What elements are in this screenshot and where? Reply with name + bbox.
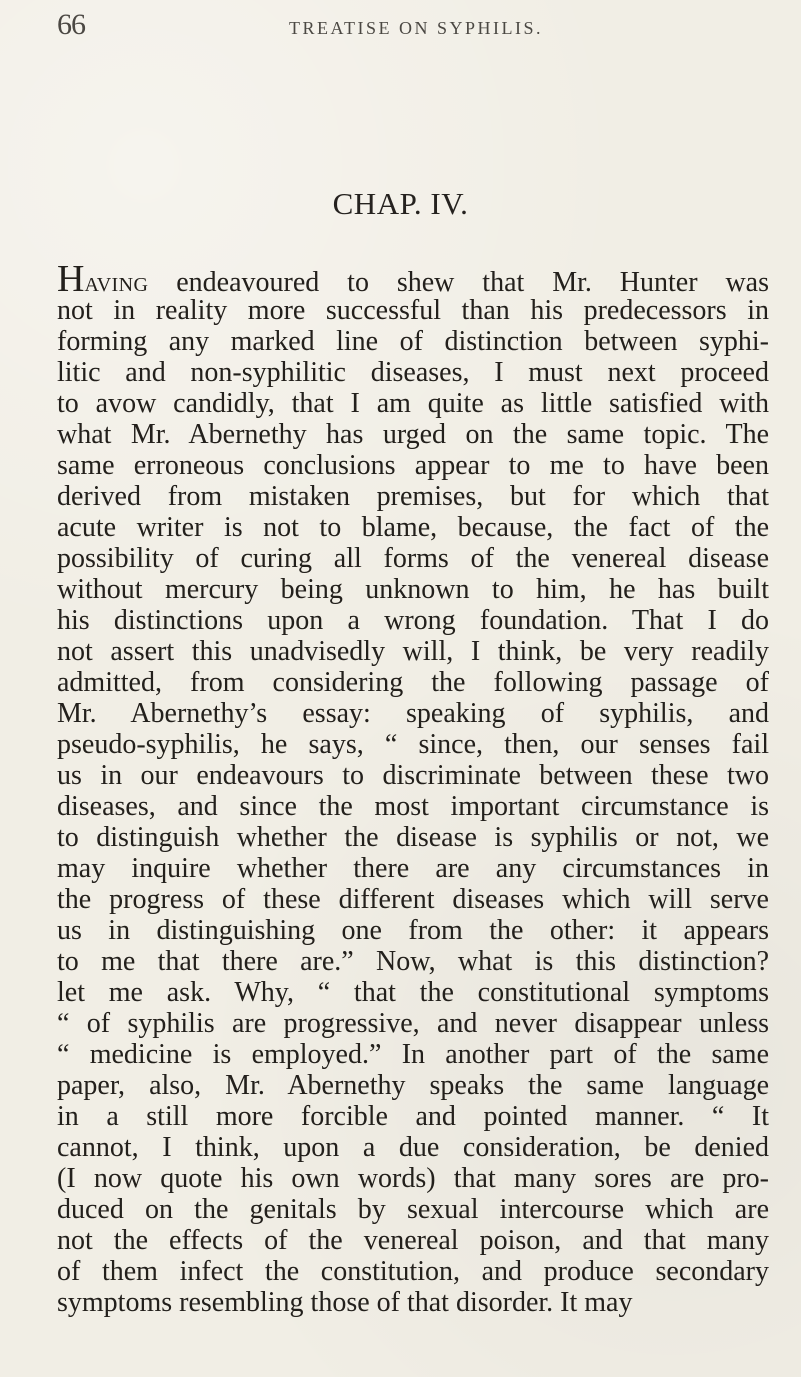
text-line: the progress of these different diseases which will serve <box>57 884 769 915</box>
text-line: his distinctions upon a wrong foundation. That I do <box>57 605 769 636</box>
text-line: without mercury being unknown to him, he has built <box>57 574 769 605</box>
text-line: to me that there are.” Now, what is this distinction? <box>57 946 769 977</box>
text-line: may inquire whether there are any circumstances in <box>57 853 769 884</box>
text-line: what Mr. Abernethy has urged on the same topic. The <box>57 419 769 450</box>
text-line: not the effects of the venereal poison, and that many <box>57 1225 769 1256</box>
text-line-content: endeavoured to shew that Mr. Hunter was <box>148 267 769 298</box>
page-header <box>57 8 617 46</box>
text-line: pseudo-syphilis, he says, “ since, then, our senses fail <box>57 729 769 760</box>
text-line: possibility of curing all forms of the venereal disease <box>57 543 769 574</box>
chapter-body <box>57 258 769 1318</box>
text-line: not in reality more successful than his predecessors in <box>57 295 769 326</box>
text-line: duced on the genitals by sexual intercourse which are <box>57 1194 769 1225</box>
text-line: Mr. Abernethy’s essay: speaking of syphilis, and <box>57 698 769 729</box>
text-line: “ medicine is employed.” In another part of the same <box>57 1039 769 1070</box>
text-line: “ of syphilis are progressive, and never disappear unless <box>57 1008 769 1039</box>
text-line: diseases, and since the most important circumstance is <box>57 791 769 822</box>
text-line: to distinguish whether the disease is syphilis or not, we <box>57 822 769 853</box>
text-line: paper, also, Mr. Abernethy speaks the same language <box>57 1070 769 1101</box>
text-line: let me ask. Why, “ that the constitutional symptoms <box>57 977 769 1008</box>
text-line: us in distinguishing one from the other: it appears <box>57 915 769 946</box>
running-title: TREATISE ON SYPHILIS. <box>289 18 544 38</box>
page-number: 66 <box>57 8 85 41</box>
text-line: admitted, from considering the following passage of <box>57 667 769 698</box>
text-line: of them infect the constitution, and produce secondary <box>57 1256 769 1287</box>
text-line: symptoms resembling those of that disorder. It may <box>57 1287 633 1318</box>
opening-small-caps: aving <box>84 267 149 298</box>
text-line: same erroneous conclusions appear to me to have been <box>57 450 769 481</box>
text-line: to avow candidly, that I am quite as little satisfied with <box>57 388 769 419</box>
text-line: acute writer is not to blame, because, the fact of the <box>57 512 769 543</box>
text-line: cannot, I think, upon a due consideration, be denied <box>57 1132 769 1163</box>
text-line: us in our endeavours to discriminate between these two <box>57 760 769 791</box>
text-line: (I now quote his own words) that many sores are pro- <box>57 1163 769 1194</box>
text-line <box>57 258 769 300</box>
text-line: derived from mistaken premises, but for which that <box>57 481 769 512</box>
text-line: in a still more forcible and pointed manner. “ It <box>57 1101 769 1132</box>
text-line: not assert this unadvisedly will, I think, be very readily <box>57 636 769 667</box>
chapter-title: CHAP. IV. <box>332 186 469 221</box>
text-line: litic and non-syphilitic diseases, I must next proceed <box>57 357 769 388</box>
text-line: forming any marked line of distinction between syphi- <box>57 326 769 357</box>
opening-capital: H <box>57 258 85 300</box>
